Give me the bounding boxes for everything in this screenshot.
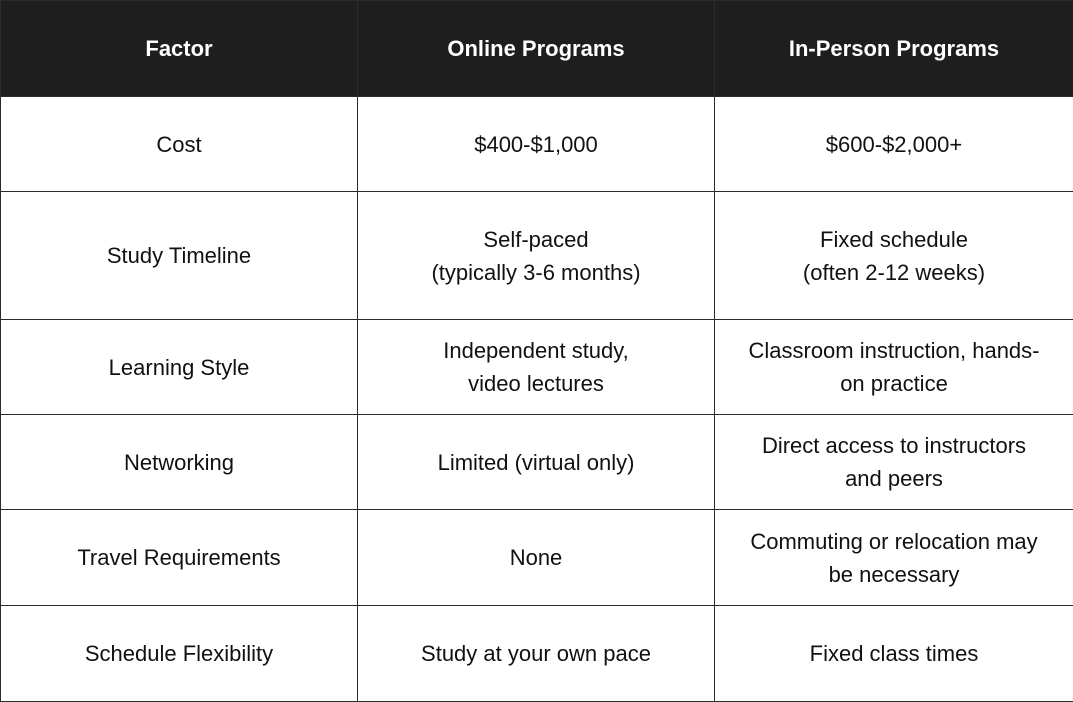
in-person-cell: [715, 510, 1073, 606]
factor-cell: Study Timeline: [1, 192, 358, 320]
table-row-schedule-flexibility: [1, 606, 1073, 702]
online-cell: [358, 192, 715, 320]
cell-text: be necessary: [731, 558, 1057, 591]
header-row: [1, 1, 1073, 97]
table-row-study-timeline: [1, 192, 1073, 320]
in-person-cell: [715, 320, 1073, 415]
table-row-learning-style: [1, 320, 1073, 415]
online-cell: [358, 97, 715, 192]
cell-text: (often 2-12 weeks): [731, 256, 1057, 289]
factor-cell: Schedule Flexibility: [1, 606, 358, 702]
cell-text: Fixed class times: [731, 637, 1057, 670]
table-row-cost: [1, 97, 1073, 192]
online-cell: [358, 606, 715, 702]
cell-text: Classroom instruction, hands-: [731, 334, 1057, 367]
table-row-networking: [1, 415, 1073, 510]
cell-text: Self-paced: [374, 223, 698, 256]
cell-text: video lectures: [374, 367, 698, 400]
cell-text: None: [374, 541, 698, 574]
cell-text: and peers: [731, 462, 1057, 495]
header-in-person-programs: In-Person Programs: [715, 1, 1073, 97]
cell-text: Direct access to instructors: [731, 429, 1057, 462]
table-row-travel-requirements: [1, 510, 1073, 606]
online-cell: [358, 415, 715, 510]
cell-text: Fixed schedule: [731, 223, 1057, 256]
cell-text: Limited (virtual only): [374, 446, 698, 479]
cell-text: (typically 3-6 months): [374, 256, 698, 289]
in-person-cell: [715, 606, 1073, 702]
cell-text: Commuting or relocation may: [731, 525, 1057, 558]
factor-cell: Learning Style: [1, 320, 358, 415]
cell-text: on practice: [731, 367, 1057, 400]
factor-cell: Networking: [1, 415, 358, 510]
online-cell: [358, 510, 715, 606]
factor-cell: Cost: [1, 97, 358, 192]
factor-cell: Travel Requirements: [1, 510, 358, 606]
header-online-programs: Online Programs: [358, 1, 715, 97]
cell-text: $400-$1,000: [374, 128, 698, 161]
online-cell: [358, 320, 715, 415]
cell-text: $600-$2,000+: [731, 128, 1057, 161]
header-factor: Factor: [1, 1, 358, 97]
in-person-cell: [715, 192, 1073, 320]
cell-text: Study at your own pace: [374, 637, 698, 670]
cell-text: Independent study,: [374, 334, 698, 367]
in-person-cell: [715, 97, 1073, 192]
in-person-cell: [715, 415, 1073, 510]
